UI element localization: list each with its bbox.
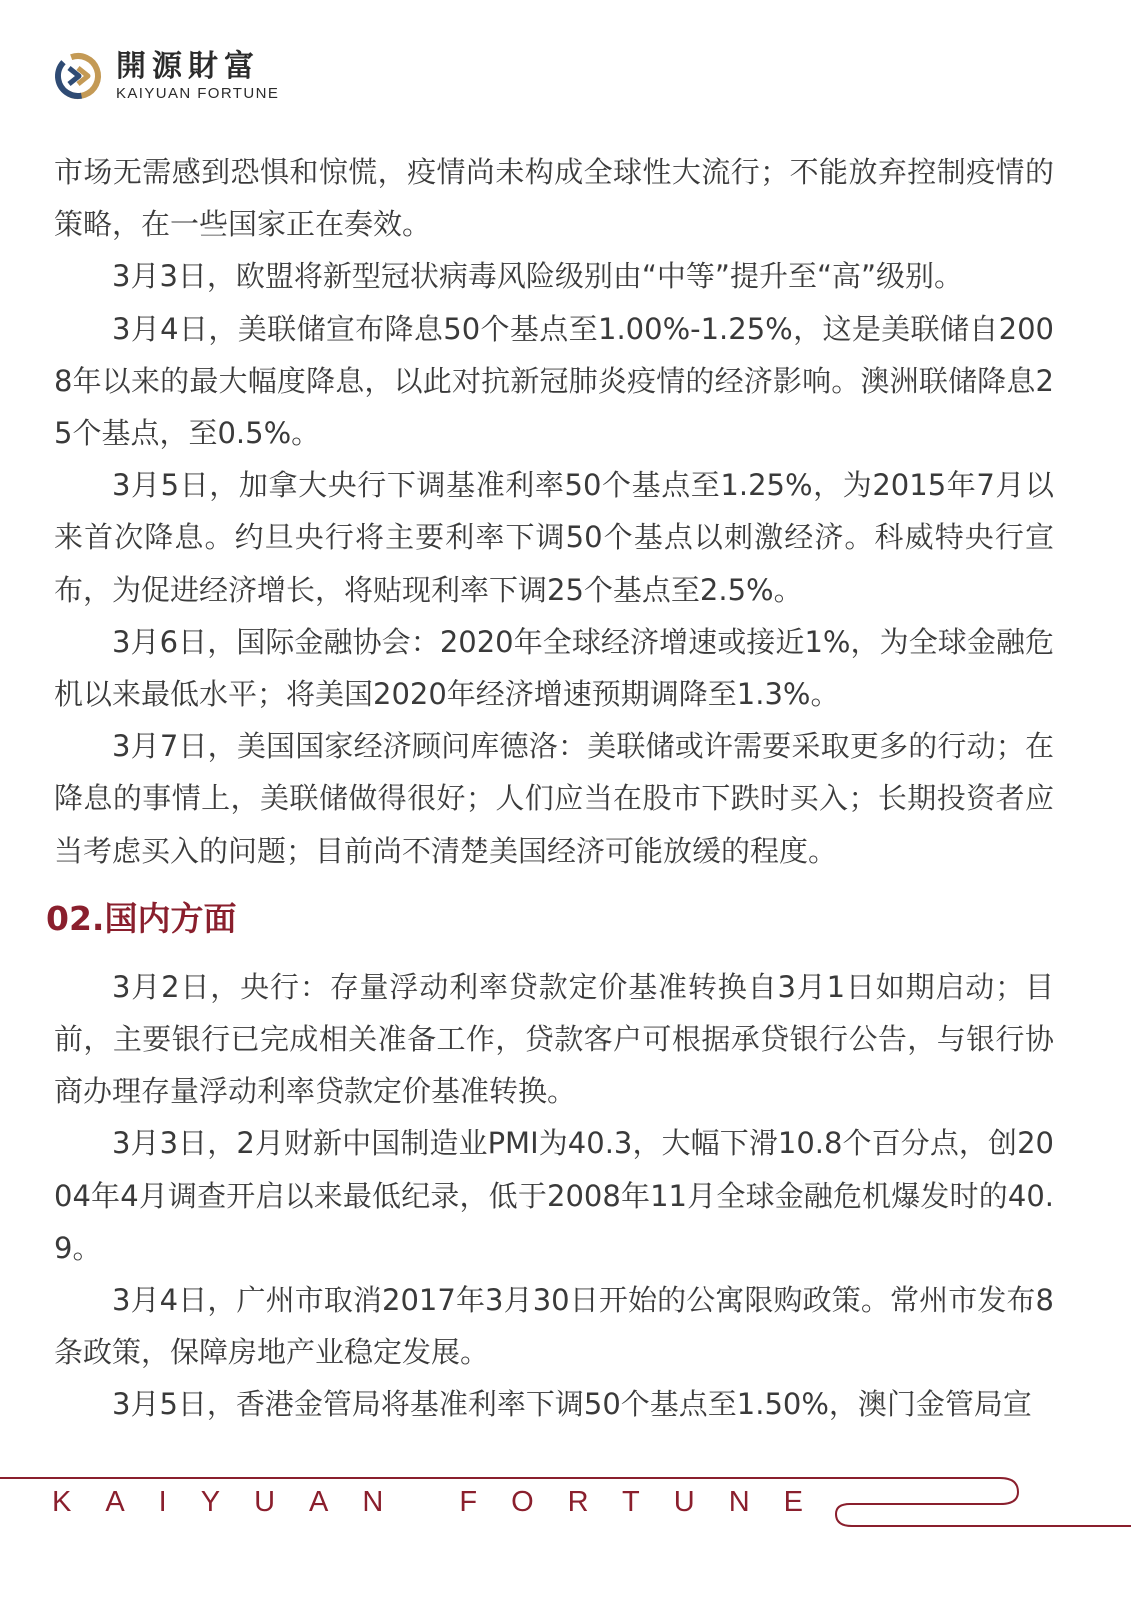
brand-name-cn: 開源財富 <box>116 48 260 84</box>
brand-name-en: KAIYUAN FORTUNE <box>116 84 280 102</box>
paragraphs-domestic <box>54 961 1054 1431</box>
paragraphs-international <box>54 146 1054 877</box>
paragraph: 3月3日，2月财新中国制造业PMI为40.3，大幅下滑10.8个百分点，创2004年4月调查开启以来最低纪录，低于2008年11月全球金融危机爆发时的40.9。 <box>54 1126 1054 1265</box>
paragraph: 3月3日，欧盟将新型冠状病毒风险级别由“中等”提升至“高”级别。 <box>112 259 963 294</box>
section-title-domestic: 02.国内方面 <box>46 898 237 938</box>
paragraph: 3月4日，美联储宣布降息50个基点至1.00%-1.25%，这是美联储自2008年以来的最大幅度降息，以此对抗新冠肺炎疫情的经济影响。澳洲联储降息25个基点，至0.5%。 <box>54 311 1054 451</box>
paragraph: 市场无需感到恐惧和惊慌，疫情尚未构成全球性大流行；不能放弃控制疫情的策略，在一些国家正在奏效。 <box>54 155 1054 242</box>
page-header <box>52 50 279 102</box>
article-body <box>46 146 1054 1431</box>
paragraph: 3月2日，央行：存量浮动利率贷款定价基准转换自3月1日如期启动；目前，主要银行已完成相关准备工作，贷款客户可根据承贷银行公告，与银行协商办理存量浮动利率贷款定价基准转换。 <box>54 969 1054 1109</box>
brand-block <box>116 48 280 102</box>
kaiyuan-logo-icon <box>52 50 104 102</box>
paragraph: 3月5日，香港金管局将基准利率下调50个基点至1.50%，澳门金管局宣 <box>112 1387 1032 1422</box>
page-footer <box>0 1468 1131 1558</box>
paragraph: 3月7日，美国国家经济顾问库德洛：美联储或许需要采取更多的行动；在降息的事情上，美联储做得很好；人们应当在股市下跌时买入；长期投资者应当考虑买入的问题；目前尚不清楚美国经济可能放缓的程度。 <box>54 729 1054 868</box>
paragraph: 3月4日，广州市取消2017年3月30日开始的公寓限购政策。常州市发布8条政策，保障房地产业稳定发展。 <box>54 1283 1054 1370</box>
paragraph: 3月5日，加拿大央行下调基准利率50个基点至1.25%，为2015年7月以来首次降息。约旦央行将主要利率下调50个基点以刺激经济。科威特央行宣布，为促进经济增长，将贴现利率下调25个基点至2.5%。 <box>54 468 1054 607</box>
footer-brand-text: KAIYUAN FORTUNE <box>52 1486 838 1518</box>
paragraph: 3月6日，国际金融协会：2020年全球经济增速或接近1%，为全球金融危机以来最低水平；将美国2020年经济增速预期调降至1.3%。 <box>54 624 1054 712</box>
